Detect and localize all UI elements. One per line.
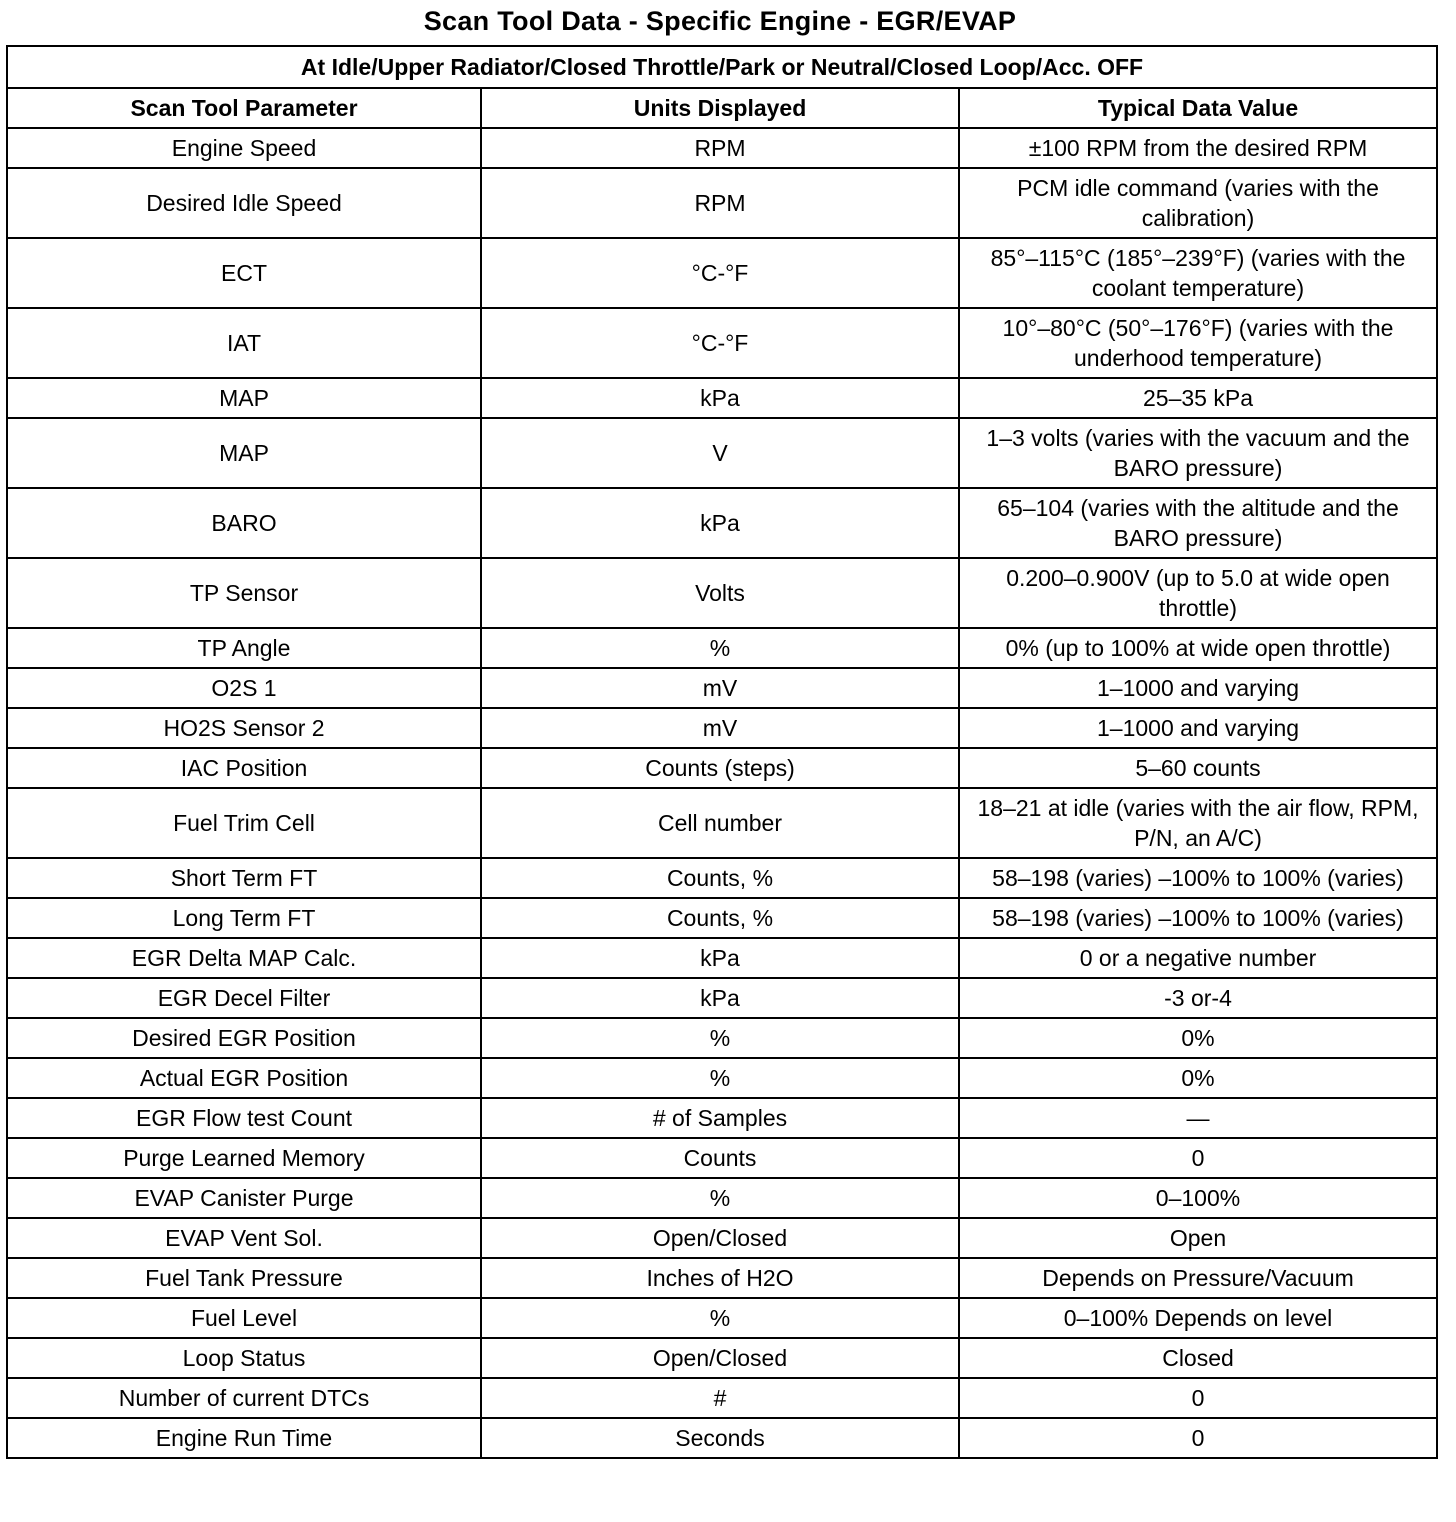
parameter-cell: MAP (7, 378, 481, 418)
value-cell: Closed (959, 1338, 1437, 1378)
table-row (7, 1018, 1437, 1058)
value-cell: Depends on Pressure/Vacuum (959, 1258, 1437, 1298)
units-cell: % (481, 1298, 959, 1338)
table-row (7, 628, 1437, 668)
conditions-header: At Idle/Upper Radiator/Closed Throttle/Park or Neutral/Closed Loop/Acc. OFF (7, 46, 1437, 88)
units-cell: kPa (481, 938, 959, 978)
parameter-cell: IAC Position (7, 748, 481, 788)
column-header-row (7, 88, 1437, 128)
table-row (7, 128, 1437, 168)
units-cell: % (481, 628, 959, 668)
units-cell: Counts, % (481, 898, 959, 938)
conditions-row (7, 46, 1437, 88)
units-cell: kPa (481, 978, 959, 1018)
value-cell: 0% (959, 1058, 1437, 1098)
units-cell: % (481, 1058, 959, 1098)
value-cell: 1–1000 and varying (959, 708, 1437, 748)
parameter-cell: TP Angle (7, 628, 481, 668)
value-cell: 0 (959, 1418, 1437, 1458)
units-cell: Open/Closed (481, 1218, 959, 1258)
column-header-value: Typical Data Value (959, 88, 1437, 128)
units-cell: kPa (481, 378, 959, 418)
value-cell: 58–198 (varies) –100% to 100% (varies) (959, 898, 1437, 938)
value-cell: 0% (up to 100% at wide open throttle) (959, 628, 1437, 668)
units-cell: Counts (steps) (481, 748, 959, 788)
table-row (7, 938, 1437, 978)
parameter-cell: Engine Speed (7, 128, 481, 168)
table-row (7, 708, 1437, 748)
parameter-cell: BARO (7, 488, 481, 558)
table-row (7, 898, 1437, 938)
value-cell: 0–100% (959, 1178, 1437, 1218)
table-row (7, 238, 1437, 308)
units-cell: Inches of H2O (481, 1258, 959, 1298)
units-cell: # of Samples (481, 1098, 959, 1138)
value-cell: 85°–115°C (185°–239°F) (varies with the coolant temperature) (959, 238, 1437, 308)
table-row (7, 668, 1437, 708)
table-row (7, 858, 1437, 898)
parameter-cell: MAP (7, 418, 481, 488)
units-cell: Counts, % (481, 858, 959, 898)
value-cell: 5–60 counts (959, 748, 1437, 788)
parameter-cell: IAT (7, 308, 481, 378)
table-row (7, 1218, 1437, 1258)
table-row (7, 1058, 1437, 1098)
value-cell: 0 (959, 1138, 1437, 1178)
table-row (7, 1258, 1437, 1298)
value-cell: 0–100% Depends on level (959, 1298, 1437, 1338)
value-cell: — (959, 1098, 1437, 1138)
units-cell: mV (481, 668, 959, 708)
parameter-cell: Short Term FT (7, 858, 481, 898)
value-cell: PCM idle command (varies with the calibration) (959, 168, 1437, 238)
table-row (7, 1418, 1437, 1458)
table-row (7, 308, 1437, 378)
value-cell: Open (959, 1218, 1437, 1258)
parameter-cell: ECT (7, 238, 481, 308)
units-cell: # (481, 1378, 959, 1418)
table-row (7, 788, 1437, 858)
value-cell: 10°–80°C (50°–176°F) (varies with the underhood temperature) (959, 308, 1437, 378)
value-cell: 58–198 (varies) –100% to 100% (varies) (959, 858, 1437, 898)
parameter-cell: Purge Learned Memory (7, 1138, 481, 1178)
units-cell: kPa (481, 488, 959, 558)
page-title: Scan Tool Data - Specific Engine - EGR/EVAP (423, 6, 1017, 36)
value-cell: 0% (959, 1018, 1437, 1058)
table-row (7, 978, 1437, 1018)
table-row (7, 418, 1437, 488)
units-cell: Cell number (481, 788, 959, 858)
parameter-cell: EGR Delta MAP Calc. (7, 938, 481, 978)
parameter-cell: Fuel Tank Pressure (7, 1258, 481, 1298)
table-row (7, 1338, 1437, 1378)
table-row (7, 1098, 1437, 1138)
column-header-units: Units Displayed (481, 88, 959, 128)
parameter-cell: Desired EGR Position (7, 1018, 481, 1058)
value-cell: 25–35 kPa (959, 378, 1437, 418)
units-cell: Open/Closed (481, 1338, 959, 1378)
table-row (7, 748, 1437, 788)
value-cell: 18–21 at idle (varies with the air flow, RPM, P/N, an A/C) (959, 788, 1437, 858)
units-cell: Seconds (481, 1418, 959, 1458)
parameter-cell: EVAP Canister Purge (7, 1178, 481, 1218)
units-cell: mV (481, 708, 959, 748)
parameter-cell: Engine Run Time (7, 1418, 481, 1458)
value-cell: ±100 RPM from the desired RPM (959, 128, 1437, 168)
units-cell: % (481, 1018, 959, 1058)
units-cell: Counts (481, 1138, 959, 1178)
value-cell: 0 or a negative number (959, 938, 1437, 978)
parameter-cell: Number of current DTCs (7, 1378, 481, 1418)
value-cell: -3 or-4 (959, 978, 1437, 1018)
table-row (7, 378, 1437, 418)
table-row (7, 1378, 1437, 1418)
value-cell: 0.200–0.900V (up to 5.0 at wide open throttle) (959, 558, 1437, 628)
units-cell: V (481, 418, 959, 488)
column-header-parameter: Scan Tool Parameter (7, 88, 481, 128)
value-cell: 0 (959, 1378, 1437, 1418)
parameter-cell: Actual EGR Position (7, 1058, 481, 1098)
value-cell: 1–3 volts (varies with the vacuum and the BARO pressure) (959, 418, 1437, 488)
parameter-cell: EGR Decel Filter (7, 978, 481, 1018)
parameter-cell: EGR Flow test Count (7, 1098, 481, 1138)
value-cell: 65–104 (varies with the altitude and the BARO pressure) (959, 488, 1437, 558)
units-cell: °C-°F (481, 308, 959, 378)
parameter-cell: Long Term FT (7, 898, 481, 938)
table-row (7, 1178, 1437, 1218)
parameter-cell: Loop Status (7, 1338, 481, 1378)
units-cell: °C-°F (481, 238, 959, 308)
value-cell: 1–1000 and varying (959, 668, 1437, 708)
table-row (7, 1298, 1437, 1338)
units-cell: RPM (481, 168, 959, 238)
units-cell: Volts (481, 558, 959, 628)
units-cell: RPM (481, 128, 959, 168)
parameter-cell: Fuel Level (7, 1298, 481, 1338)
scan-tool-data-table (6, 45, 1438, 1459)
parameter-cell: EVAP Vent Sol. (7, 1218, 481, 1258)
parameter-cell: O2S 1 (7, 668, 481, 708)
parameter-cell: Desired Idle Speed (7, 168, 481, 238)
table-row (7, 168, 1437, 238)
units-cell: % (481, 1178, 959, 1218)
parameter-cell: Fuel Trim Cell (7, 788, 481, 858)
table-row (7, 1138, 1437, 1178)
table-row (7, 558, 1437, 628)
parameter-cell: TP Sensor (7, 558, 481, 628)
table-row (7, 488, 1437, 558)
parameter-cell: HO2S Sensor 2 (7, 708, 481, 748)
